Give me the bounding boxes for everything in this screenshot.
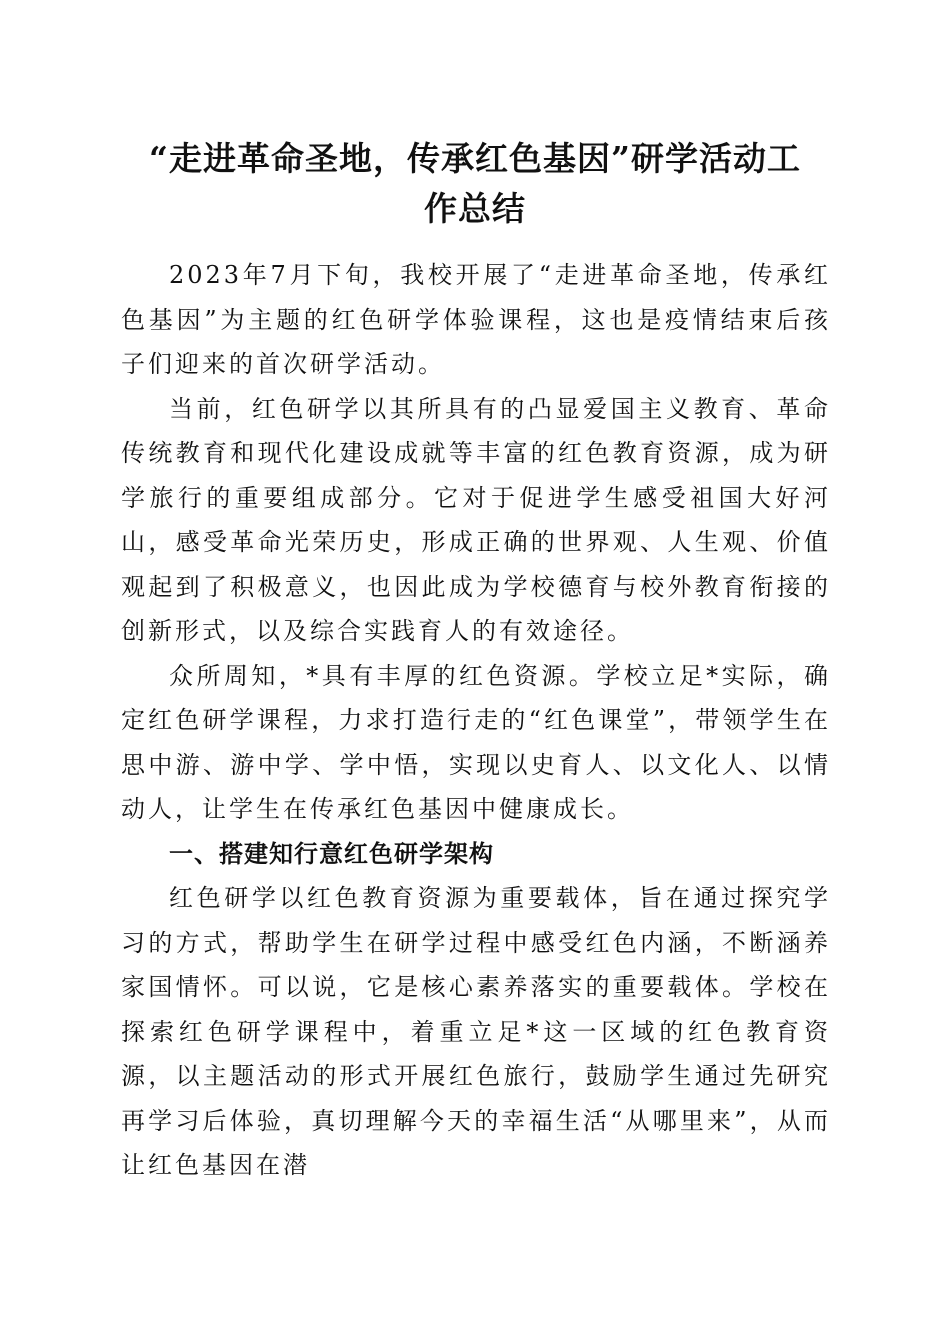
document-title-line-2: 作总结 [424, 189, 526, 228]
paragraph-section-1: 红色研学以红色教育资源为重要载体，旨在通过探究学习的方式，帮助学生在研学过程中感受红色内涵，不断涵养家国情怀。可以说，它是核心素养落实的重要载体。学校在探索红色研学课程中，着重立足*这一区域的红色教育资源，以主题活动的形式开展红色旅行，鼓励学生通过先研究再学习后体验，真切理解今天的幸福生活“从哪里来”，从而让红色基因在潜 [121, 884, 831, 1179]
paragraph-intro: 2023年7月下旬，我校开展了“走进革命圣地，传承红色基因”为主题的红色研学体验课程，这也是疫情结束后孩子们迎来的首次研学活动。 [121, 261, 831, 378]
paragraph-background: 当前，红色研学以其所具有的凸显爱国主义教育、革命传统教育和现代化建设成就等丰富的红色教育资源，成为研学旅行的重要组成部分。它对于促进学生感受祖国大好河山，感受革命光荣历史，形成正确的世界观、人生观、价值观起到了积极意义，也因此成为学校德育与校外教育衔接的创新形式，以及综合实践育人的有效途径。 [121, 394, 831, 645]
paragraph-local-resources: 众所周知，*具有丰厚的红色资源。学校立足*实际，确定红色研学课程，力求打造行走的“红色课堂”，带领学生在思中游、游中学、学中悟，实现以史育人、以文化人、以情动人，让学生在传承红色基因中健康成长。 [121, 661, 831, 823]
document-title [100, 134, 850, 234]
document-title-line-1: “走进革命圣地，传承红色基因”研学活动工 [149, 139, 801, 178]
section-heading-1: 一、搭建知行意红色研学架构 [169, 839, 494, 868]
document-body [121, 253, 831, 1188]
